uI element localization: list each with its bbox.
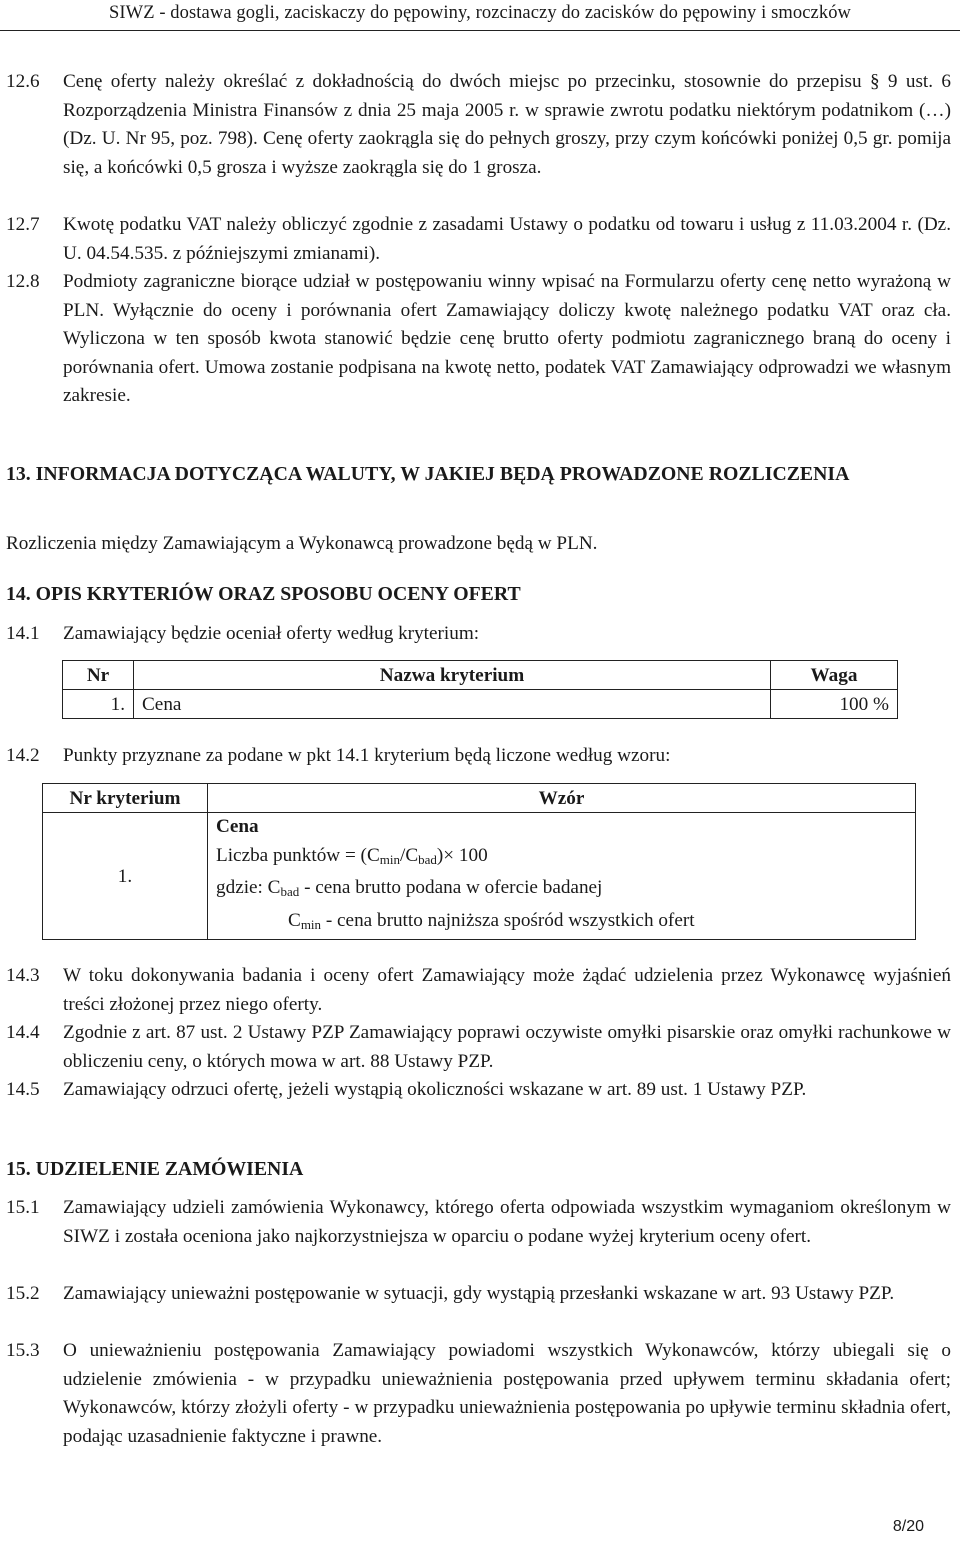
- table-row: [63, 690, 898, 719]
- table-header-row: [63, 661, 898, 690]
- section-text: Podmioty zagraniczne biorące udział w postępowaniu winny wpisać na Formularzu oferty cenę netto wyrażoną w PLN. Wyłącznie do oceny i porównania ofert Zamawiający doliczy kwotę należnego podatku VAT oraz cła. Wyliczona w ten sposób kwota stanowić będzie cenę brutto oferty podmiotu zagranicznego braną do oceny i porównania ofert. Umowa zostanie podpisana na kwotę netto, podatek VAT Zamawiający odprowadzi we własnym zakresie.: [63, 271, 951, 407]
- formula-line: Liczba punktów = $(C_{min}/C_{bad})\times 100$: [216, 844, 488, 867]
- section-number: 12.7: [6, 214, 40, 235]
- criteria-table: [62, 660, 898, 719]
- document-header: SIWZ - dostawa gogli, zaciskaczy do pępowiny, rozcinaczy do zacisków do pępowiny i smoczków: [108, 3, 852, 23]
- section-text: Zamawiający udzieli zamówienia Wykonawcy, którego oferta odpowiada wszystkim wymaganiom określonym w SIWZ i została oceniona jako najkorzystniejsza w oparciu o podane wyżej kryterium oceny ofert.: [63, 1197, 951, 1247]
- column-header-nr: Nr: [63, 661, 134, 690]
- section-text: Zamawiający unieważni postępowanie w sytuacji, gdy wystąpią przesłanki wskazane w art. 93 Ustawy PZP.: [63, 1283, 895, 1304]
- cell-weight: 100 %: [771, 690, 898, 719]
- section-text: W toku dokonywania badania i oceny ofert Zamawiający może żądać udzielenia przez Wykonawcę wyjaśnień treści złożonej przez niego oferty.: [63, 965, 951, 1015]
- formula-legend-bad: gdzie: $C_{bad}$ - cena brutto podana w ofercie badanej: [216, 877, 603, 899]
- section-number: 14.2: [6, 745, 40, 766]
- heading-15: 15. UDZIELENIE ZAMÓWIENIA: [6, 1158, 304, 1180]
- section-text: O unieważnieniu postępowania Zamawiający powiadomi wszystkich Wykonawców, którzy ubiegali się o udzielenie zmówienia - w przypadku unieważnienia postępowania przed upływem terminu składania ofert; Wykonawców, którzy złożyli oferty - w przypadku unieważnienia postępowania po upływie terminu składnia ofert, podając uzasadnienie faktyczne i prawne.: [63, 1340, 951, 1447]
- formula-table: [42, 783, 916, 940]
- section-number: 14.3: [6, 965, 40, 986]
- section-number: 12.6: [6, 71, 40, 92]
- cell-name: Cena: [134, 690, 771, 719]
- section-text: Zamawiający będzie oceniał oferty według kryterium:: [63, 623, 480, 644]
- section-text: Kwotę podatku VAT należy obliczyć zgodnie z zasadami Ustawy o podatku od towaru i usług z 11.03.2004 r. (Dz. U. 04.54.535. z późniejszymi zmianami).: [63, 214, 951, 264]
- table-row: [43, 813, 916, 940]
- section-text: Punkty przyznane za podane w pkt 14.1 kryterium będą liczone według wzoru:: [63, 745, 671, 766]
- section-number: 14.4: [6, 1022, 40, 1043]
- section-text: Zamawiający odrzuci ofertę, jeżeli wystąpią okoliczności wskazane w art. 89 ust. 1 Ustawy PZP.: [63, 1079, 807, 1100]
- section-text: Cenę oferty należy określać z dokładnością do dwóch miejsc po przecinku, stosownie do przepisu § 9 ust. 6 Rozporządzenia Ministra Finansów z dnia 25 maja 2005 r. w sprawie zwrotu podatku niektórym podatnikom (…) (Dz. U. Nr 95, poz. 798). Cenę oferty zaokrągla się do pełnych groszy, przy czym końcówki poniżej 0,5 gr. pomija się, a końcówki 0,5 grosza i wyższe zaokrągla się do 1 grosza.: [63, 71, 951, 178]
- column-header-nr: Nr kryterium: [43, 784, 208, 813]
- heading-14: 14. OPIS KRYTERIÓW ORAZ SPOSOBU OCENY OFERT: [6, 583, 521, 605]
- formula-legend-min: $C_{min}$ - cena brutto najniższa spośród wszystkich ofert: [288, 909, 695, 932]
- formula-title: Cena: [216, 816, 259, 837]
- column-header-formula: Wzór: [208, 784, 916, 813]
- cell-nr: 1.: [63, 690, 134, 719]
- section-number: 15.2: [6, 1283, 40, 1304]
- cell-nr: 1.: [43, 813, 208, 940]
- page-number: 8/20: [892, 1518, 924, 1535]
- section-number: 15.1: [6, 1197, 40, 1218]
- section-number: 12.8: [6, 271, 40, 292]
- cell-formula: [208, 813, 916, 940]
- section-number: 14.5: [6, 1079, 40, 1100]
- table-header-row: [43, 784, 916, 813]
- section-text: Zgodnie z art. 87 ust. 2 Ustawy PZP Zamawiający poprawi oczywiste omyłki pisarskie oraz omyłki rachunkowe w obliczeniu ceny, o których mowa w art. 88 Ustawy PZP.: [63, 1022, 951, 1072]
- header-divider: [0, 30, 960, 31]
- section-number: 15.3: [6, 1340, 40, 1361]
- paragraph-13: Rozliczenia między Zamawiającym a Wykonawcą prowadzone będą w PLN.: [6, 533, 598, 554]
- heading-13: 13. INFORMACJA DOTYCZĄCA WALUTY, W JAKIEJ BĘDĄ PROWADZONE ROZLICZENIA: [6, 463, 850, 485]
- column-header-name: Nazwa kryterium: [134, 661, 771, 690]
- column-header-weight: Waga: [771, 661, 898, 690]
- section-number: 14.1: [6, 623, 40, 644]
